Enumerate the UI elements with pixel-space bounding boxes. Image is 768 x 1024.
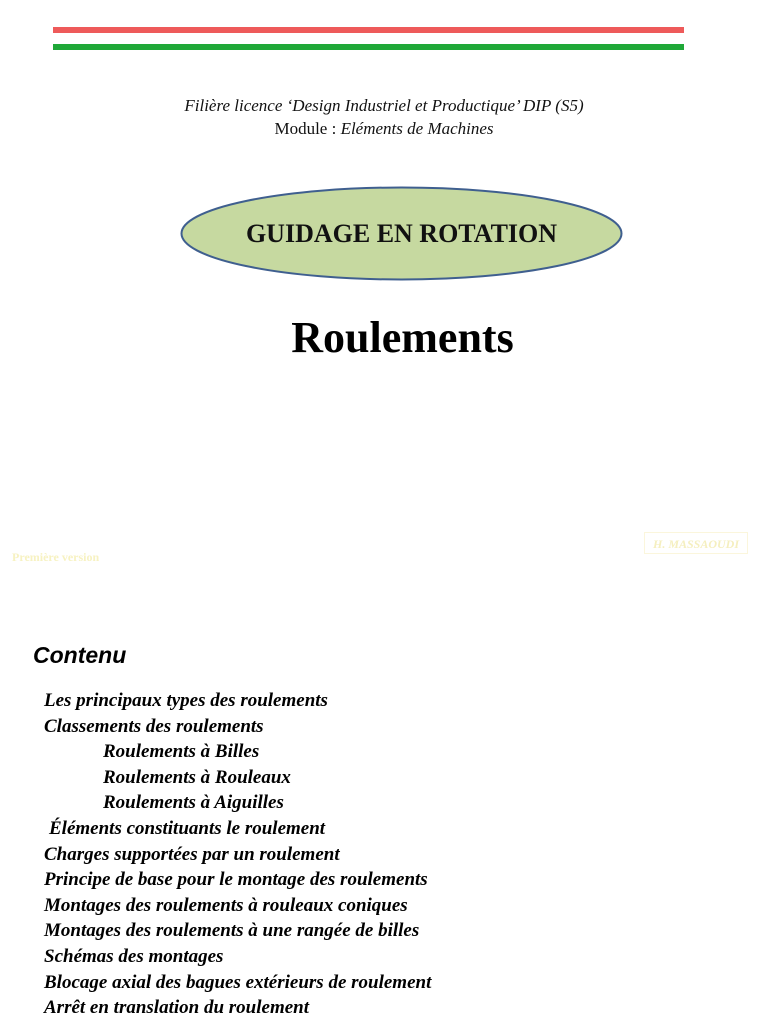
contents-item: Principe de base pour le montage des roulements	[44, 869, 428, 891]
contents-item: Blocage axial des bagues extérieurs de roulement	[44, 971, 432, 993]
badge-text: GUIDAGE EN ROTATION	[245, 219, 558, 248]
contents-item: Schémas des montages	[44, 945, 224, 967]
author-box: H. MASSAOUDI	[644, 532, 748, 554]
contents-subitem: Roulements à Rouleaux	[103, 766, 291, 788]
contents-heading: Contenu	[33, 642, 127, 668]
contents-item: Éléments constituants le roulement	[49, 817, 326, 839]
contents-subitem: Roulements à Billes	[103, 741, 260, 763]
red-header-stripe	[53, 27, 684, 33]
green-header-stripe	[53, 44, 684, 50]
title-badge	[180, 186, 623, 281]
page-title: Roulements	[291, 313, 514, 362]
contents-item: Montages des roulements à rouleaux coniques	[44, 894, 408, 916]
module-label: Module :	[274, 119, 337, 138]
contents-list	[44, 688, 431, 1021]
contents-item: Arrêt en translation du roulement	[44, 997, 310, 1019]
module-value: Eléments de Machines	[340, 119, 494, 138]
contents-item: Classements des roulements	[44, 715, 264, 737]
program-line: Filière licence ‘Design Industriel et Productique’ DIP (S5)	[184, 96, 584, 115]
contents-item: Montages des roulements à une rangée de billes	[44, 920, 420, 942]
module-line	[0, 119, 768, 139]
version-label: Première version	[12, 550, 100, 564]
contents-item: Charges supportées par un roulement	[44, 843, 340, 865]
contents-item: Les principaux types des roulements	[44, 690, 328, 711]
contents-subitem: Roulements à Aiguilles	[103, 792, 284, 814]
